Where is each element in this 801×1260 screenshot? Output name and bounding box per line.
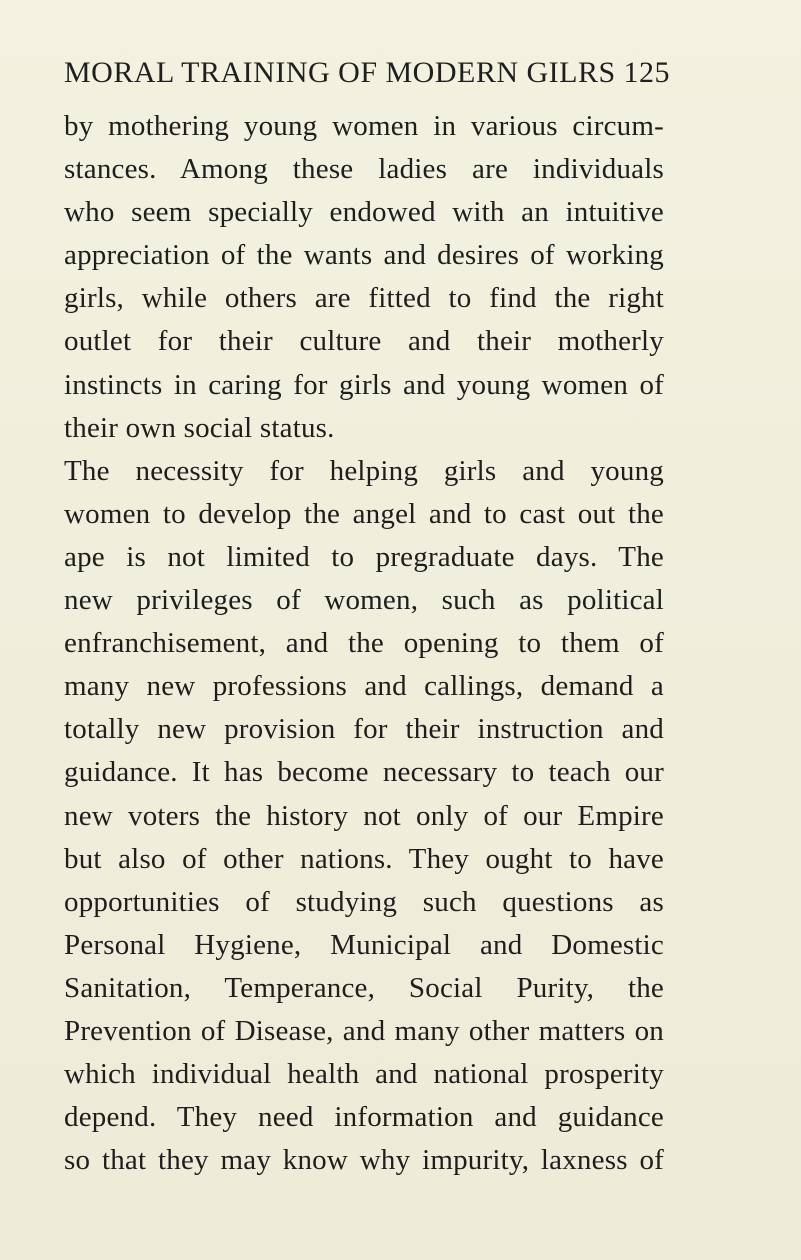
text-line: women to develop the angel and to cast out the bbox=[64, 497, 664, 530]
text-line: totally new provision for their instruction and bbox=[64, 713, 664, 746]
text-line: appreciation of the wants and desires of working bbox=[64, 239, 664, 272]
text-line: Personal Hygiene, Municipal and Domestic bbox=[64, 928, 664, 961]
text-line: but also of other nations. They ought to have bbox=[64, 842, 664, 875]
page-number: 125 bbox=[623, 56, 670, 89]
text-line: their own social status. bbox=[64, 411, 335, 444]
text-line: girls, while others are fitted to find the right bbox=[64, 282, 664, 315]
text-line: stances. Among these ladies are individuals bbox=[64, 153, 664, 186]
text-line: so that they may know why impurity, laxness of bbox=[64, 1144, 664, 1177]
text-line: which individual health and national prosperity bbox=[64, 1058, 664, 1091]
body-text bbox=[64, 105, 664, 1182]
text-line: Sanitation, Temperance, Social Purity, the bbox=[64, 971, 664, 1004]
text-line: enfranchisement, and the opening to them of bbox=[64, 627, 664, 660]
text-line: Prevention of Disease, and many other matters on bbox=[64, 1014, 664, 1047]
text-line: by mothering young women in various circum- bbox=[64, 110, 664, 142]
text-line: The necessity for helping girls and young bbox=[64, 454, 664, 487]
text-line: instincts in caring for girls and young women of bbox=[64, 368, 664, 401]
text-line: opportunities of studying such questions as bbox=[64, 885, 664, 918]
text-line: outlet for their culture and their motherly bbox=[64, 325, 664, 358]
running-title: MORAL TRAINING OF MODERN GILRS bbox=[64, 56, 616, 89]
text-line: many new professions and callings, demand a bbox=[64, 670, 664, 703]
text-line: ape is not limited to pregraduate days. The bbox=[64, 540, 664, 573]
text-line: depend. They need information and guidance bbox=[64, 1101, 664, 1134]
text-line: who seem specially endowed with an intuitive bbox=[64, 196, 664, 229]
text-line: new privileges of women, such as political bbox=[64, 584, 664, 617]
page-header bbox=[64, 56, 670, 96]
text-line: new voters the history not only of our Empire bbox=[64, 799, 664, 832]
text-line: guidance. It has become necessary to teach our bbox=[64, 756, 664, 789]
